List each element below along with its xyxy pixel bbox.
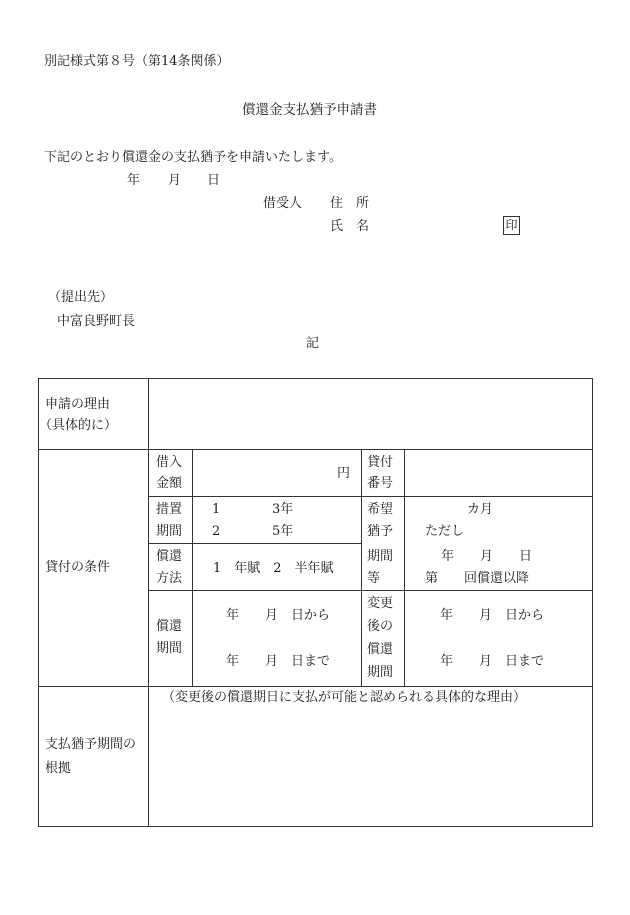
loan-amount-label: 金額 — [156, 476, 183, 491]
changed-period-label: 期間 — [367, 665, 394, 680]
basis-field[interactable] — [149, 708, 592, 826]
reason-label: 申請の理由 — [45, 397, 111, 412]
desired-label: 等 — [367, 571, 381, 586]
desired-label: 希望 — [367, 502, 394, 517]
changed-period-label: 変更 — [367, 596, 394, 611]
document-title: 償還金支払猶予申請書 — [242, 102, 377, 118]
desired-tadashi: ただし — [425, 524, 465, 539]
submit-to-label: （提出先） — [48, 290, 114, 305]
reason-field[interactable] — [149, 379, 592, 449]
changed-period-label: 後の — [367, 619, 394, 634]
address-label: 住 所 — [330, 196, 370, 211]
repayment-period-label: 償還 — [156, 619, 183, 634]
desired-label: 期間 — [367, 549, 394, 564]
repayment-method-label: 償還 — [156, 549, 183, 564]
seal-mark: 印 — [503, 216, 520, 235]
basis-label: 根拠 — [45, 761, 72, 776]
changed-period-label: 償還 — [367, 642, 394, 657]
desired-date[interactable]: 年 月 日 — [441, 549, 533, 564]
deferment-option-2[interactable]: 5年 — [272, 524, 294, 539]
yen-unit: 円 — [337, 466, 351, 481]
loan-amount-label: 借入 — [156, 455, 183, 470]
basis-note: （変更後の償還期日に支払が可能と認められる具体的な理由） — [162, 690, 527, 705]
intro-text: 下記のとおり償還金の支払猶予を申請いたします。 — [44, 150, 342, 165]
desired-label: 猶予 — [367, 524, 394, 539]
conditions-label: 貸付の条件 — [45, 560, 111, 575]
desired-from-installment[interactable]: 第 回償還以降 — [425, 571, 530, 586]
deferment-label: 期間 — [156, 524, 183, 539]
desired-months[interactable]: カ月 — [467, 502, 494, 517]
loan-amount-field[interactable] — [193, 450, 361, 496]
repayment-period-from[interactable]: 年 月 日から — [226, 608, 331, 623]
changed-period-to[interactable]: 年 月 日まで — [440, 654, 545, 669]
loan-number-label: 番号 — [367, 476, 394, 491]
repayment-period-label: 期間 — [156, 641, 183, 656]
name-label: 氏 名 — [330, 219, 370, 234]
date-day: 日 — [207, 173, 221, 188]
ki-label: 記 — [306, 336, 320, 351]
reason-sublabel: （具体的に） — [39, 418, 118, 433]
deferment-option-1-no[interactable]: 1 — [212, 502, 221, 517]
deferment-option-2-no[interactable]: 2 — [212, 524, 221, 539]
date-year: 年 — [127, 173, 141, 188]
changed-period-from[interactable]: 年 月 日から — [440, 608, 545, 623]
borrower-label: 借受人 — [263, 196, 303, 211]
form-number: 別記様式第８号（第14条関係） — [44, 54, 230, 69]
repayment-method-options[interactable]: 1 年賦 2 半年賦 — [213, 561, 334, 576]
repayment-period-to[interactable]: 年 月 日まで — [226, 654, 331, 669]
basis-label: 支払猶予期間の — [45, 737, 137, 752]
loan-number-label: 貸付 — [367, 455, 394, 470]
repayment-method-label: 方法 — [156, 571, 183, 586]
loan-number-field[interactable] — [405, 450, 592, 496]
deferment-label: 措置 — [156, 502, 183, 517]
recipient: 中富良野町長 — [57, 314, 136, 329]
deferment-option-1[interactable]: 3年 — [272, 502, 294, 517]
date-month: 月 — [168, 173, 182, 188]
